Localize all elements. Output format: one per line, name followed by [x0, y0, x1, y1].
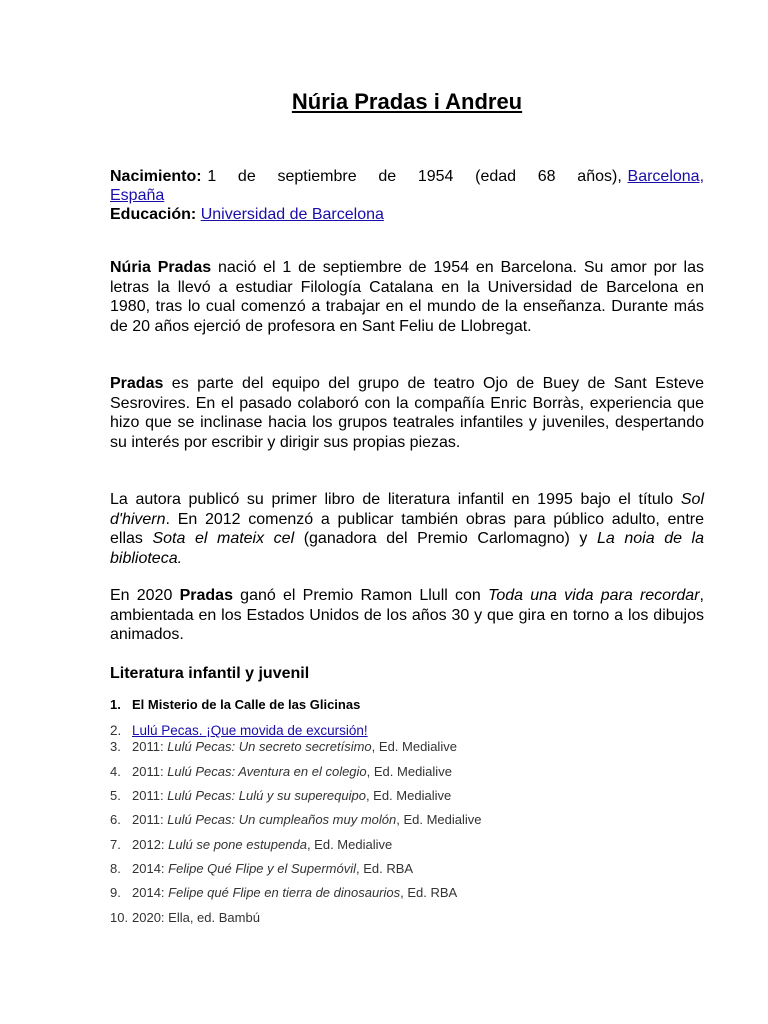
paragraph-1	[110, 258, 704, 336]
paragraph-4	[110, 586, 704, 645]
p3-a: La autora publicó su primer libro de literatura infantil en 1995 bajo el título	[110, 491, 681, 508]
section-heading: Literatura infantil y juvenil	[110, 665, 310, 682]
book-title-link[interactable]: Lulú Pecas. ¡Que movida de excursión!	[132, 723, 368, 738]
birth-line	[110, 167, 704, 205]
list-number: 4.	[110, 764, 121, 779]
book-title: Lulú Pecas: Lulú y su superequipo	[167, 788, 366, 803]
book-title: El Misterio de la Calle de las Glicinas	[132, 697, 361, 712]
list-number: 3.	[110, 739, 121, 754]
paragraph-3	[110, 490, 704, 568]
book-title: Lulú Pecas: Un cumpleaños muy molón	[167, 812, 397, 827]
education-label: Educación:	[110, 206, 197, 223]
book-title: Lulú se pone estupenda	[168, 837, 307, 852]
p4-d: Toda una vida para recordar	[488, 587, 700, 604]
page-title: Núria Pradas i Andreu	[291, 89, 523, 114]
book-publisher: , Ed. RBA	[356, 861, 414, 876]
p4-a: En 2020	[110, 587, 180, 604]
list-number: 8.	[110, 861, 121, 876]
book-year: 2014:	[132, 861, 169, 876]
book-title: Felipe qué Flipe en tierra de dinosaurios	[168, 885, 401, 900]
list-item	[110, 723, 368, 738]
book-publisher: , Ed. Medialive	[371, 739, 457, 754]
p3-b: Sol d'hivern	[110, 491, 704, 528]
list-item	[110, 861, 413, 876]
book-publisher: , Ed. Medialive	[365, 788, 452, 803]
list-number: 5.	[110, 788, 121, 803]
list-item	[110, 788, 451, 803]
education-link[interactable]: Universidad de Barcelona	[200, 206, 384, 223]
book-title: Felipe Qué Flipe y el Supermóvil	[168, 861, 357, 876]
birth-value: 1 de septiembre de 1954 (edad 68 años),	[207, 168, 622, 185]
book-publisher: , Ed. RBA	[400, 885, 458, 900]
birth-label: Nacimiento:	[110, 168, 202, 185]
education-line	[110, 205, 704, 224]
book-publisher: , Ed. Medialive	[306, 837, 393, 852]
book-publisher: Ella, ed. Bambú	[168, 910, 260, 925]
book-year: 2012:	[132, 837, 169, 852]
list-number: 7.	[110, 837, 121, 852]
p4-b: Pradas	[179, 587, 233, 604]
list-number: 6.	[110, 812, 121, 827]
p3-f: La noia de la biblioteca.	[110, 530, 705, 567]
book-title: Lulú Pecas: Un secreto secretísimo	[167, 739, 372, 754]
book-publisher: , Ed. Medialive	[396, 812, 482, 827]
book-publisher: , Ed. Medialive	[366, 764, 452, 779]
birth-place-link[interactable]: Barcelona, España	[110, 168, 705, 204]
p4-e: , ambientada en los Estados Unidos de los años 30 y que gira en torno a los dibujos animados.	[110, 587, 704, 643]
book-title: Lulú Pecas: Aventura en el colegio	[167, 764, 367, 779]
book-year: 2011:	[132, 764, 168, 779]
list-item	[110, 837, 392, 852]
p3-e: (ganadora del Premio Carlomagno) y	[294, 530, 598, 547]
list-item	[110, 885, 457, 900]
list-item	[110, 812, 482, 827]
list-number: 2.	[110, 723, 122, 738]
p1-text: nació el 1 de septiembre de 1954 en Barcelona. Su amor por las letras la llevó a estudiar Filología Catalana en la Universidad de Barcelona en 1980, tras lo cual comenzó a trabajar en el mundo de la enseñanza. Durante más de 20 años ejerció de profesora en Sant Feliu de Llobregat.	[110, 259, 704, 335]
list-item	[110, 764, 452, 779]
p1-name: Núria Pradas	[110, 259, 212, 276]
book-year: 2011:	[132, 739, 168, 754]
list-number: 1.	[110, 697, 121, 712]
list-item	[110, 739, 457, 754]
p2-text: es parte del equipo del grupo de teatro Ojo de Buey de Sant Esteve Sesrovires. En el pasado colaboró con la compañía Enric Borràs, experiencia que hizo que se inclinase hacia los grupos teatrales infantiles y juveniles, despertando su interés por escribir y dirigir sus propias piezas.	[110, 375, 704, 451]
list-number: 9.	[110, 885, 121, 900]
paragraph-2	[110, 374, 704, 452]
book-year: 2020:	[132, 910, 169, 925]
p2-name: Pradas	[110, 375, 164, 392]
list-number: 10.	[110, 910, 129, 925]
book-year: 2014:	[132, 885, 169, 900]
info-box	[110, 167, 704, 224]
p3-d: Sota el mateix cel	[152, 530, 295, 547]
p4-c: ganó el Premio Ramon Llull con	[232, 587, 489, 604]
p3-c: . En 2012 comenzó a publicar también obras para público adulto, entre ellas	[110, 510, 704, 547]
list-item	[110, 910, 260, 925]
list-item	[110, 697, 360, 712]
book-year: 2011:	[132, 788, 168, 803]
book-year: 2011:	[132, 812, 168, 827]
